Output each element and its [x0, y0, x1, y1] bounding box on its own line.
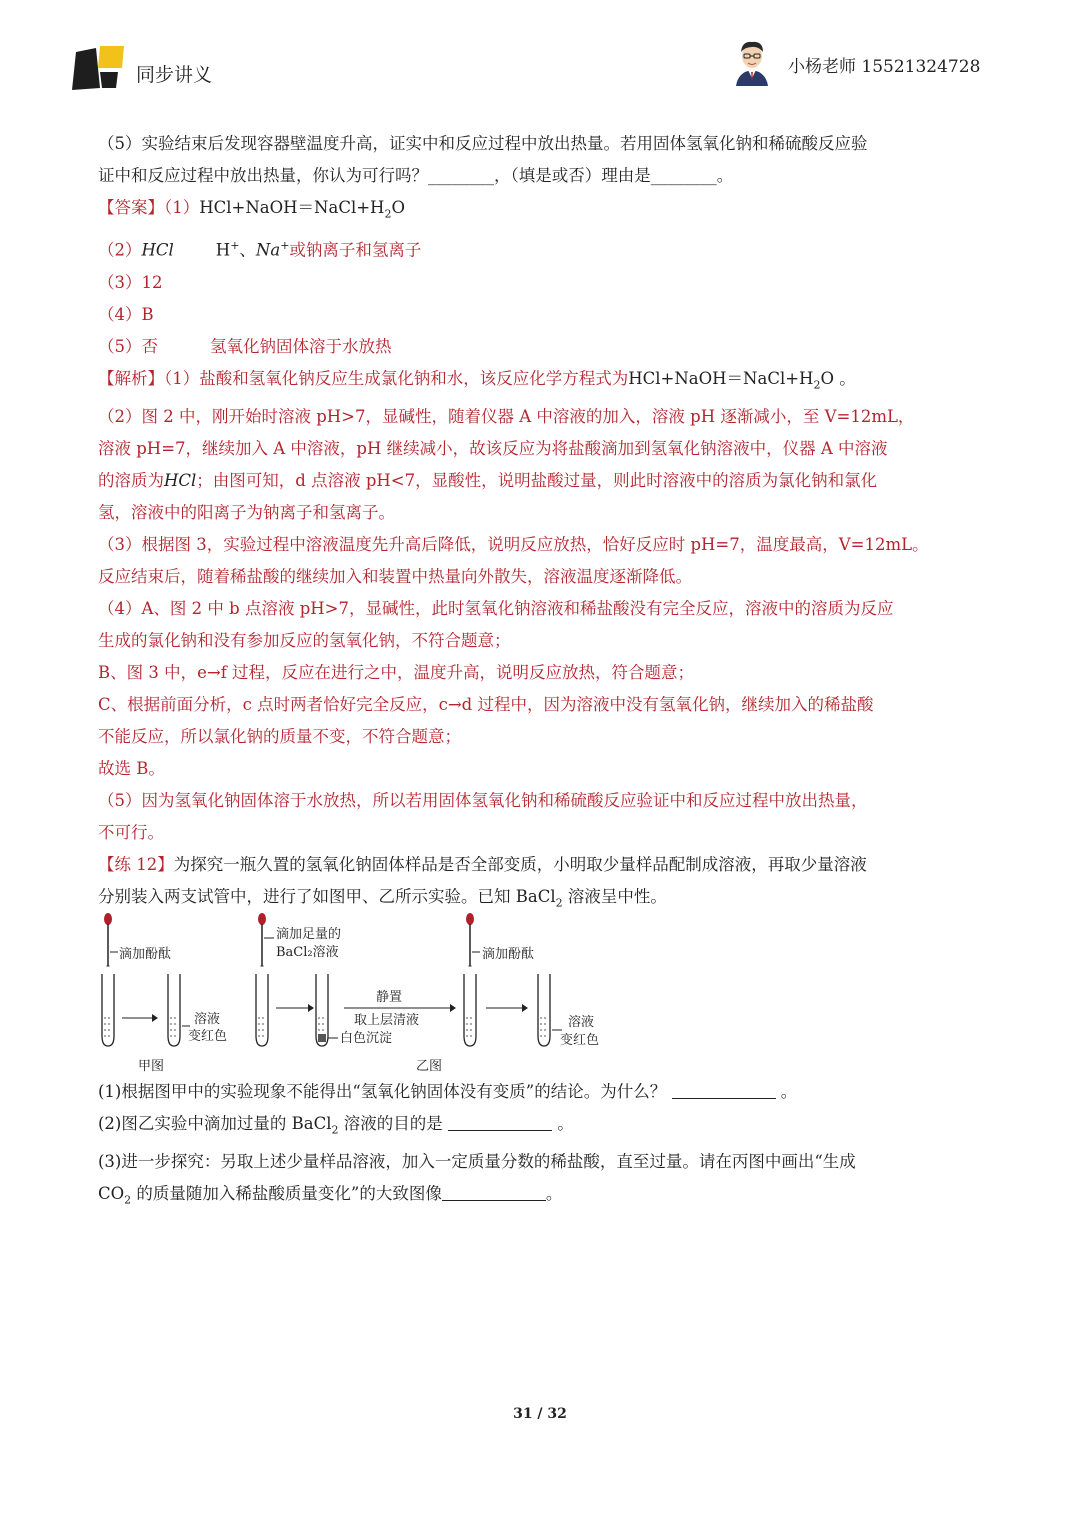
answer-blank-1[interactable]	[672, 1082, 776, 1099]
label-stand: 静置	[376, 990, 403, 1005]
dropper-icon	[104, 913, 112, 966]
question-3-line-2: $CO_2$ 的质量随加入稀盐酸质量变化”的大致图像 。	[98, 1184, 563, 1207]
questions	[98, 1076, 984, 1217]
question-2: (2)图乙实验中滴加过量的 BaCl$_2$ 溶液的目的是 。	[98, 1114, 574, 1137]
answer-blank-2[interactable]	[448, 1114, 552, 1131]
question-5-line-1: （5）实验结束后发现容器壁温度升高，证实中和反应过程中放出热量。若用固体氢氧化钠和稀硫酸反应验	[98, 134, 868, 153]
analysis-2-line-1: （2）图 2 中，刚开始时溶液 pH>7，显碱性，随着仪器 A 中溶液的加入，溶液 pH 逐渐减小，至 V=12mL，	[98, 407, 915, 427]
label-bacl2-bottom: BaCl₂溶液	[276, 945, 339, 960]
analysis-2-line-2: 溶液 pH=7，继续加入 A 中溶液，pH 继续减小，故该反应为将盐酸滴加到氢氧化钠溶液中，仪器 A 中溶液	[98, 439, 888, 459]
practice-12-line-2: 分别装入两支试管中，进行了如图甲、乙所示实验。已知 BaCl$_2$ 溶液呈中性。	[98, 887, 667, 910]
analysis-4-line-5: 不能反应，所以氯化钠的质量不变，不符合题意；	[98, 727, 461, 747]
test-tube-icon	[102, 974, 114, 1046]
label-precipitate: 白色沉淀	[340, 1031, 393, 1046]
answer-3: （3）12	[98, 272, 163, 292]
analysis-2-line-3: 的溶质为HCl；由图可知，d 点溶液 pH<7，显酸性，说明盐酸过量，则此时溶液中的溶质为氯化钠和氯化	[98, 471, 878, 491]
analysis-5-line-2: 不可行。	[98, 823, 164, 843]
page-number: 31 / 32	[513, 1406, 567, 1422]
analysis-3-line-1: （3）根据图 3，实验过程中溶液温度先升高后降低，说明反应放热，恰好反应时 pH=7，温度最高，V=12mL。	[98, 535, 929, 555]
practice-12-line-1: 【练 12】为探究一瓶久置的氢氧化钠固体样品是否全部变质，小明取少量样品配制成溶液，再取少量溶液	[98, 855, 867, 875]
practice-tag: 【练 12】	[98, 855, 174, 875]
question-5-line-2: 证中和反应过程中放出热量，你认为可行吗？________，（填是或否）理由是________。	[98, 166, 734, 185]
analysis-5-line-1: （5）因为氢氧化钠固体溶于水放热，所以若用固体氢氧化钠和稀硫酸反应验证中和反应过程中放出热量，	[98, 791, 868, 811]
question-3-line-1: (3)进一步探究：另取上述少量样品溶液，加入一定质量分数的稀盐酸，直至过量。请在丙图中画出“生成	[98, 1152, 856, 1172]
analysis-4-line-1: （4）A、图 2 中 b 点溶液 pH>7，显碱性，此时氢氧化钠溶液和稀盐酸没有完全反应，溶液中的溶质为反应	[98, 599, 894, 619]
answer-4: （4）B	[98, 304, 154, 324]
dropper-icon	[466, 913, 474, 966]
caption-b: 乙图	[416, 1059, 443, 1074]
analysis-4-line-3: B、图 3 中，e→f 过程，反应在进行之中，温度升高，说明反应放热，符合题意；	[98, 663, 695, 683]
label-red-1-b: 变红色	[188, 1029, 228, 1044]
label-red-2-b: 变红色	[560, 1033, 600, 1048]
label-take-supernatant: 取上层清液	[354, 1013, 420, 1028]
analysis-4-line-2: 生成的氯化钠和没有参加反应的氢氧化钠，不符合题意；	[98, 631, 511, 651]
teacher-contact: 小杨老师 15521324728	[788, 57, 981, 77]
header-title: 同步讲义	[136, 64, 213, 86]
analysis-4-line-6: 故选 B。	[98, 759, 165, 779]
analysis-1: 【解析】（1）盐酸和氢氧化钠反应生成氯化钠和水，该反应化学方程式为$HCl+NaOH=NaCl+H_2O$ 。	[98, 368, 856, 392]
dropper-icon	[258, 913, 266, 966]
analysis-4-line-4: C、根据前面分析，c 点时两者恰好完全反应，c→d 过程中，因为溶液中没有氢氧化钠，继续加入的稀盐酸	[98, 695, 874, 715]
teacher-avatar-icon	[730, 38, 774, 86]
analysis-2-line-4: 氢，溶液中的阳离子为钠离子和氢离子。	[98, 503, 395, 523]
test-tube-icon	[256, 974, 268, 1046]
answer-1: 【答案】$(1)HCl+NaOH=NaCl+H_2O$	[98, 198, 405, 221]
label-red-1-a: 溶液	[194, 1012, 221, 1027]
answer-blank-3[interactable]	[442, 1184, 546, 1201]
test-tube-icon	[538, 974, 550, 1046]
test-tube-icon	[464, 974, 476, 1046]
answer-tag: 【答案】	[98, 198, 164, 217]
label-phenol-2: 滴加酚酞	[482, 947, 535, 962]
experiment-figure	[98, 908, 618, 1078]
main-content	[98, 128, 984, 919]
answer-5: （5）否 氢氧化钠固体溶于水放热	[98, 336, 392, 356]
label-red-2-a: 溶液	[568, 1015, 595, 1030]
test-tube-icon	[168, 974, 180, 1046]
label-phenol-1: 滴加酚酞	[119, 947, 172, 962]
logo-icon	[70, 44, 126, 92]
label-bacl2-top: 滴加足量的	[276, 927, 342, 942]
analysis-tag: 【解析】	[98, 368, 164, 388]
analysis-3-line-2: 反应结束后，随着稀盐酸的继续加入和装置中热量向外散失，溶液温度逐渐降低。	[98, 567, 692, 587]
answer-2: （2）HCl H+、Na+或钠离子和氢离子	[98, 239, 422, 260]
question-1: (1)根据图甲中的实验现象不能得出“氢氧化钠固体没有变质”的结论。为什么？ 。	[98, 1082, 798, 1101]
caption-a: 甲图	[138, 1059, 165, 1074]
